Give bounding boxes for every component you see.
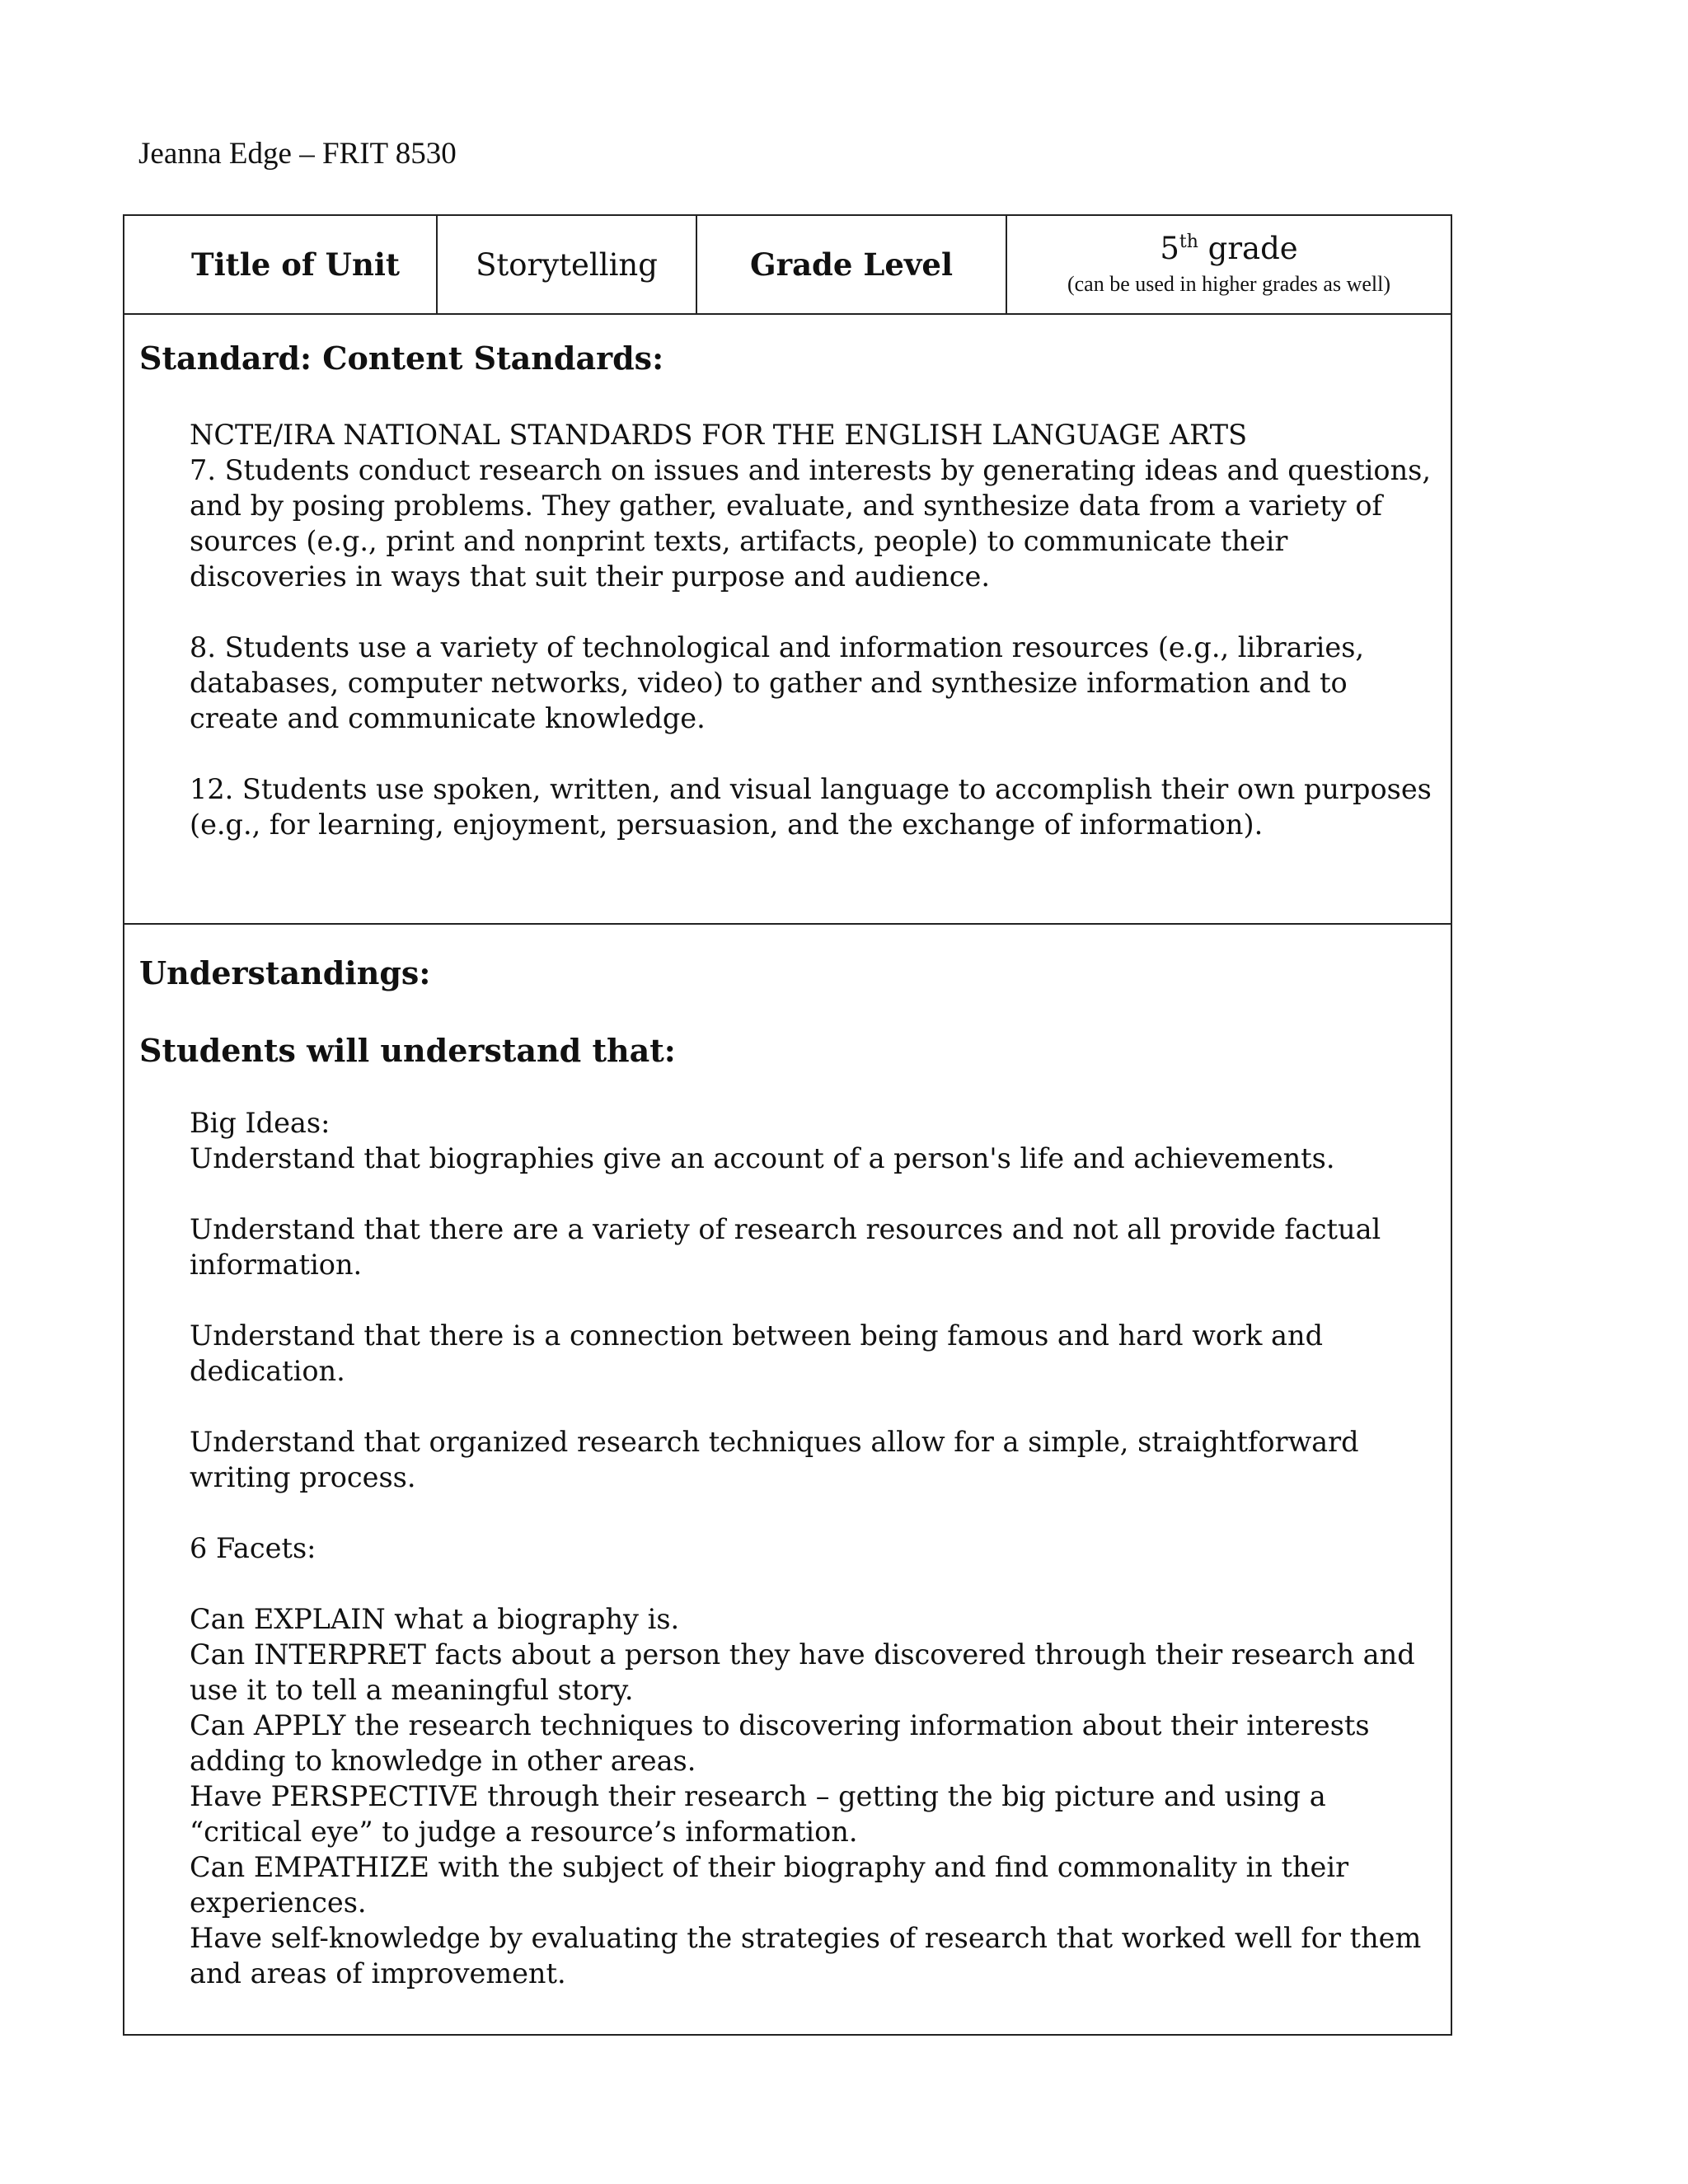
big-idea-item: Understand that there is a connection between being famous and hard work and dedication. — [190, 1319, 1324, 1387]
spacer — [190, 736, 1432, 771]
standard-item: 12. Students use spoken, written, and visual language to accomplish their own purposes (e.g., for learning, enjoyment, persuasion, and the exchange of information). — [190, 773, 1432, 841]
facet-item: Can APPLY the research techniques to discovering information about their interests adding to knowledge in other areas. — [190, 1709, 1370, 1777]
unit-plan-table — [123, 214, 1452, 2036]
author-course-header: Jeanna Edge – FRIT 8530 — [138, 137, 457, 171]
big-ideas-label: Big Ideas: — [190, 1107, 331, 1139]
spacer — [190, 1389, 1432, 1424]
standard-item: 8. Students use a variety of technological and information resources (e.g., libraries, databases, computer networks, video) to gather and synthesize information and to create and communicate knowledge. — [190, 631, 1365, 734]
title-row — [124, 216, 1451, 315]
grade-word: grade — [1198, 231, 1298, 266]
spacer — [190, 594, 1432, 630]
understandings-heading: Understandings: — [139, 954, 431, 991]
spacer — [190, 1282, 1432, 1318]
content-standards-body — [139, 417, 1432, 842]
facet-item: Can EXPLAIN what a biography is. — [190, 1603, 680, 1635]
grade-level-note: (can be used in higher grades as well) — [1067, 272, 1391, 296]
facet-item: Have PERSPECTIVE through their research – getting the big picture and using a “critical eye” to judge a resource’s information. — [190, 1780, 1326, 1848]
understandings-body — [139, 1105, 1432, 1991]
spacer — [190, 1566, 1432, 1601]
students-will-understand-heading: Students will understand that: — [139, 1032, 676, 1069]
facet-item: Have self-knowledge by evaluating the strategies of research that worked well for them and areas of improvement. — [190, 1922, 1422, 1990]
spacer — [190, 1176, 1432, 1212]
content-standards-heading: Standard: Content Standards: — [139, 340, 664, 377]
big-idea-item: Understand that there are a variety of research resources and not all provide factual information. — [190, 1213, 1381, 1281]
understandings-section — [124, 925, 1451, 2034]
big-idea-item: Understand that biographies give an account of a person's life and achievements. — [190, 1142, 1335, 1174]
grade-level-value — [1160, 232, 1297, 265]
big-idea-item: Understand that organized research techniques allow for a simple, straightforward writing process. — [190, 1426, 1359, 1493]
grade-level-cell — [1006, 216, 1451, 313]
spacer — [190, 1495, 1432, 1530]
facets-label: 6 Facets: — [190, 1532, 316, 1564]
facet-item: Can INTERPRET facts about a person they have discovered through their research and use it to tell a meaningful story. — [190, 1638, 1415, 1706]
content-standards-section — [124, 315, 1451, 925]
title-of-unit-label: Title of Unit — [191, 246, 400, 283]
title-of-unit-value: Storytelling — [436, 216, 696, 313]
grade-level-label: Grade Level — [696, 216, 1006, 313]
facet-item: Can EMPATHIZE with the subject of their biography and find commonality in their experiences. — [190, 1851, 1349, 1919]
standard-item: 7. Students conduct research on issues and interests by generating ideas and questions, and by posing problems. They gather, evaluate, and synthesize data from a variety of sources (e.g., print and nonprint texts, artifacts, people) to communicate their discoveries in ways that suit their purpose and audience. — [190, 454, 1432, 593]
standards-source: NCTE/IRA NATIONAL STANDARDS FOR THE ENGLISH LANGUAGE ARTS — [190, 419, 1248, 451]
grade-number: 5 — [1160, 231, 1179, 266]
grade-ordinal-suffix: th — [1179, 232, 1198, 252]
